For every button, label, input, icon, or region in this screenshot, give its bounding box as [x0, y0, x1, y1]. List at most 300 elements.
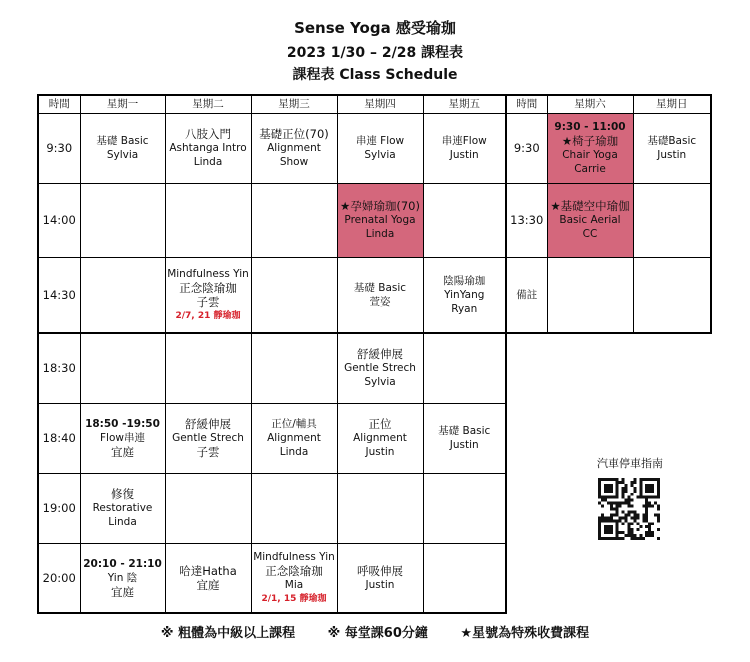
- class-name-en: Chair Yoga: [562, 149, 618, 161]
- qr-module: [625, 487, 628, 490]
- qr-module: [633, 519, 636, 522]
- qr-module: [616, 502, 619, 505]
- qr-module: [639, 490, 642, 493]
- qr-module: [630, 528, 633, 531]
- qr-module: [604, 525, 607, 528]
- qr-module: [657, 481, 660, 484]
- class-name: 基礎Basic: [647, 135, 697, 147]
- class-cell: [165, 403, 251, 473]
- qr-module: [619, 502, 622, 505]
- qr-module: [604, 499, 607, 502]
- header-fri: 星期五: [423, 95, 506, 113]
- qr-module: [657, 505, 660, 508]
- qr-module: [601, 505, 604, 508]
- qr-module: [636, 528, 639, 531]
- teacher-name: 子雲: [196, 294, 220, 309]
- qr-module: [628, 522, 631, 525]
- class-name: ★基礎空中瑜伽: [550, 199, 630, 213]
- qr-module: [598, 519, 601, 522]
- time-cell: 19:00: [38, 473, 80, 543]
- qr-module: [610, 516, 613, 519]
- qr-module: [619, 516, 622, 519]
- qr-module: [610, 508, 613, 511]
- time-cell: 20:00: [38, 543, 80, 613]
- qr-module: [648, 496, 651, 499]
- empty-cell: [423, 333, 506, 403]
- qr-module: [630, 505, 633, 508]
- qr-module: [598, 528, 601, 531]
- qr-module: [645, 519, 648, 522]
- qr-module: [648, 534, 651, 537]
- qr-module: [619, 505, 622, 508]
- class-name: Flow串連: [100, 432, 145, 444]
- qr-module: [633, 490, 636, 493]
- qr-module: [619, 519, 622, 522]
- qr-module: [616, 490, 619, 493]
- class-time: 18:50 -19:50: [85, 418, 160, 430]
- qr-module: [648, 525, 651, 528]
- qr-module: [657, 537, 660, 540]
- qr-module: [648, 478, 651, 481]
- weekday-schedule-table: [37, 94, 507, 614]
- qr-module: [633, 487, 636, 490]
- qr-module: [657, 490, 660, 493]
- qr-module: [630, 537, 633, 540]
- qr-module: [651, 522, 654, 525]
- qr-module: [645, 487, 648, 490]
- qr-module: [628, 534, 631, 537]
- notes-cell: [633, 257, 711, 333]
- teacher-name: Justin: [657, 149, 687, 161]
- qr-module: [598, 525, 601, 528]
- qr-module: [610, 531, 613, 534]
- qr-module: [610, 513, 613, 516]
- qr-module: [648, 487, 651, 490]
- teacher-name: Mia: [284, 578, 304, 591]
- class-cell: [80, 113, 165, 183]
- parking-qr-code[interactable]: [598, 478, 660, 540]
- class-cell: [337, 543, 423, 613]
- class-name: Yin 陰: [107, 571, 138, 584]
- class-cell: [80, 403, 165, 473]
- qr-module: [625, 519, 628, 522]
- qr-module: [645, 505, 648, 508]
- qr-module: [625, 502, 628, 505]
- qr-module: [616, 493, 619, 496]
- qr-module: [636, 513, 639, 516]
- qr-module: [633, 510, 636, 513]
- class-name-en: YinYang: [444, 288, 485, 301]
- qr-module: [622, 493, 625, 496]
- qr-module: [610, 496, 613, 499]
- qr-module: [633, 537, 636, 540]
- qr-module: [607, 537, 610, 540]
- qr-module: [657, 493, 660, 496]
- empty-cell: [165, 333, 251, 403]
- qr-module: [648, 522, 651, 525]
- qr-module: [625, 484, 628, 487]
- qr-module: [601, 513, 604, 516]
- qr-module: [648, 490, 651, 493]
- qr-module: [648, 531, 651, 534]
- qr-module: [601, 478, 604, 481]
- class-cell-special: [337, 183, 423, 257]
- qr-module: [654, 502, 657, 505]
- qr-module: [625, 499, 628, 502]
- qr-module: [628, 531, 631, 534]
- time-cell: 13:30: [506, 183, 547, 257]
- qr-module: [625, 516, 628, 519]
- time-cell: 18:40: [38, 403, 80, 473]
- qr-module: [654, 496, 657, 499]
- class-name-en: Alignment: [353, 432, 407, 444]
- qr-module: [630, 522, 633, 525]
- class-name: 串連Flow: [441, 135, 487, 147]
- qr-module: [657, 519, 660, 522]
- qr-module: [607, 490, 610, 493]
- qr-module: [645, 490, 648, 493]
- header-row: [38, 95, 506, 113]
- class-cell: [80, 473, 165, 543]
- qr-module: [657, 508, 660, 511]
- time-cell: 9:30: [38, 113, 80, 183]
- empty-cell: [165, 183, 251, 257]
- class-name: 串連 Flow: [355, 135, 405, 147]
- class-name-en: Mindfulness Yin: [167, 267, 249, 280]
- qr-module: [622, 522, 625, 525]
- qr-module: [645, 478, 648, 481]
- class-name: 八肢入門: [185, 127, 231, 141]
- teacher-name: CC: [582, 228, 598, 240]
- note-class-duration: ※ 每堂課60分鐘: [327, 626, 428, 641]
- qr-module: [613, 502, 616, 505]
- qr-module: [607, 525, 610, 528]
- qr-module: [610, 537, 613, 540]
- teacher-name: Show: [279, 156, 309, 168]
- qr-module: [619, 481, 622, 484]
- class-cell: [337, 113, 423, 183]
- qr-module: [598, 502, 601, 505]
- table-row: [506, 183, 711, 257]
- table-row: [38, 183, 506, 257]
- class-cell: [251, 113, 337, 183]
- qr-module: [651, 490, 654, 493]
- qr-module: [625, 534, 628, 537]
- empty-cell: [251, 473, 337, 543]
- class-time: 20:10 - 21:10: [83, 557, 162, 570]
- qr-module: [628, 499, 631, 502]
- qr-module: [622, 496, 625, 499]
- qr-module: [651, 487, 654, 490]
- qr-module: [613, 537, 616, 540]
- qr-module: [622, 487, 625, 490]
- qr-module: [642, 505, 645, 508]
- qr-module: [610, 502, 613, 505]
- class-name: 正念陰瑜珈: [179, 280, 237, 295]
- qr-module: [639, 525, 642, 528]
- qr-module: [657, 487, 660, 490]
- qr-module: [651, 505, 654, 508]
- qr-module: [616, 481, 619, 484]
- qr-module: [645, 513, 648, 516]
- teacher-name: Justin: [365, 578, 395, 591]
- class-name: 基礎 Basic: [96, 135, 149, 147]
- qr-module: [630, 534, 633, 537]
- qr-module: [639, 484, 642, 487]
- qr-module: [645, 499, 648, 502]
- empty-cell: [80, 333, 165, 403]
- header-wed: 星期三: [251, 95, 337, 113]
- qr-module: [610, 487, 613, 490]
- time-cell: 18:30: [38, 333, 80, 403]
- class-name-en: Basic Aerial: [559, 214, 621, 226]
- qr-module: [628, 502, 631, 505]
- table-row: [38, 543, 506, 613]
- qr-module: [604, 516, 607, 519]
- qr-module: [657, 528, 660, 531]
- teacher-name: 萱姿: [369, 295, 391, 308]
- qr-module: [610, 528, 613, 531]
- qr-module: [654, 478, 657, 481]
- qr-module: [601, 499, 604, 502]
- qr-module: [633, 478, 636, 481]
- qr-module: [622, 516, 625, 519]
- qr-module: [616, 531, 619, 534]
- qr-module: [622, 481, 625, 484]
- header-sun: 星期日: [633, 95, 711, 113]
- qr-module: [657, 516, 660, 519]
- qr-module: [613, 496, 616, 499]
- qr-module: [630, 481, 633, 484]
- qr-module: [598, 537, 601, 540]
- qr-module: [636, 522, 639, 525]
- header-time: 時間: [38, 95, 80, 113]
- empty-cell: [423, 183, 506, 257]
- qr-module: [651, 534, 654, 537]
- qr-module: [657, 496, 660, 499]
- table-row: [506, 257, 711, 333]
- qr-module: [604, 531, 607, 534]
- qr-module: [610, 490, 613, 493]
- empty-cell: [251, 257, 337, 333]
- qr-module: [622, 490, 625, 493]
- class-cell: [165, 113, 251, 183]
- qr-module: [607, 516, 610, 519]
- class-name-en: Gentle Strech: [172, 432, 244, 444]
- qr-module: [607, 487, 610, 490]
- class-cell: [337, 403, 423, 473]
- qr-module: [657, 484, 660, 487]
- time-cell: 14:30: [38, 257, 80, 333]
- qr-module: [657, 513, 660, 516]
- qr-module: [616, 487, 619, 490]
- class-note: 2/1, 15 靜瑜珈: [261, 593, 327, 604]
- qr-module: [645, 496, 648, 499]
- qr-module: [607, 478, 610, 481]
- class-cell-special: [547, 113, 633, 183]
- qr-module: [607, 484, 610, 487]
- qr-module: [613, 478, 616, 481]
- qr-module: [604, 537, 607, 540]
- qr-module: [616, 496, 619, 499]
- class-name: 正位: [368, 417, 392, 431]
- qr-module: [622, 510, 625, 513]
- qr-module: [636, 496, 639, 499]
- qr-module: [639, 534, 642, 537]
- qr-module: [604, 496, 607, 499]
- header-row: [506, 95, 711, 113]
- qr-module: [598, 522, 601, 525]
- qr-module: [616, 528, 619, 531]
- qr-module: [619, 537, 622, 540]
- qr-module: [610, 505, 613, 508]
- qr-module: [616, 537, 619, 540]
- qr-module: [622, 537, 625, 540]
- empty-cell: [423, 473, 506, 543]
- qr-module: [645, 508, 648, 511]
- qr-module: [622, 531, 625, 534]
- teacher-name: 子雲: [196, 445, 220, 459]
- class-cell: [423, 257, 506, 333]
- qr-module: [639, 537, 642, 540]
- qr-module: [613, 513, 616, 516]
- qr-module: [601, 496, 604, 499]
- schedule-subtitle: 課程表 Class Schedule: [292, 67, 458, 83]
- class-name-en: Alignment: [267, 432, 321, 444]
- qr-module: [622, 502, 625, 505]
- qr-module: [633, 513, 636, 516]
- teacher-name: Sylvia: [106, 149, 139, 161]
- empty-cell: [80, 257, 165, 333]
- qr-module: [604, 484, 607, 487]
- header-thu: 星期四: [337, 95, 423, 113]
- header-sat: 星期六: [547, 95, 633, 113]
- class-name: 修復: [111, 487, 134, 501]
- teacher-name: 宜庭: [111, 584, 134, 599]
- qr-module: [613, 508, 616, 511]
- qr-module: [607, 528, 610, 531]
- qr-module: [610, 478, 613, 481]
- qr-module: [630, 493, 633, 496]
- qr-module: [645, 502, 648, 505]
- qr-module: [616, 508, 619, 511]
- qr-module: [616, 510, 619, 513]
- qr-module: [625, 513, 628, 516]
- qr-module: [610, 519, 613, 522]
- empty-cell: [80, 183, 165, 257]
- teacher-name: Justin: [449, 439, 479, 451]
- class-cell: [251, 403, 337, 473]
- qr-module: [636, 537, 639, 540]
- class-name-en: Prenatal Yoga: [344, 214, 416, 226]
- header-tue: 星期二: [165, 95, 251, 113]
- qr-module: [648, 528, 651, 531]
- qr-module: [598, 534, 601, 537]
- class-cell: [423, 113, 506, 183]
- qr-module: [651, 478, 654, 481]
- qr-module: [628, 525, 631, 528]
- qr-module: [598, 481, 601, 484]
- notes-cell: [547, 257, 633, 333]
- table-row: [506, 113, 711, 183]
- class-name: ★孕婦瑜珈(70): [340, 199, 420, 213]
- qr-module: [604, 487, 607, 490]
- qr-module: [645, 516, 648, 519]
- qr-module: [622, 478, 625, 481]
- teacher-name: Sylvia: [364, 149, 396, 161]
- weekend-schedule-table: [505, 94, 712, 334]
- class-name-en: Gentle Strech: [344, 362, 416, 375]
- qr-module: [651, 496, 654, 499]
- footer-notes: [0, 622, 750, 641]
- qr-module: [607, 496, 610, 499]
- qr-module: [607, 519, 610, 522]
- qr-module: [604, 528, 607, 531]
- qr-module: [616, 522, 619, 525]
- qr-module: [625, 490, 628, 493]
- qr-module: [601, 519, 604, 522]
- class-cell-special: [547, 183, 633, 257]
- table-row: [38, 333, 506, 403]
- qr-module: [604, 519, 607, 522]
- class-name: 陰陽瑜珈: [443, 274, 486, 287]
- qr-module: [648, 484, 651, 487]
- class-cell: [165, 257, 251, 333]
- empty-cell: [633, 183, 711, 257]
- qr-module: [616, 525, 619, 528]
- class-name: 呼吸伸展: [357, 563, 403, 578]
- qr-module: [628, 528, 631, 531]
- qr-module: [639, 496, 642, 499]
- class-cell: [80, 543, 165, 613]
- qr-module: [642, 519, 645, 522]
- qr-module: [642, 537, 645, 540]
- qr-module: [645, 534, 648, 537]
- class-cell: [251, 543, 337, 613]
- qr-module: [630, 516, 633, 519]
- qr-module: [639, 478, 642, 481]
- teacher-name: Ryan: [451, 302, 478, 315]
- teacher-name: 宜庭: [196, 577, 220, 592]
- class-cell: [633, 113, 711, 183]
- class-name: ★椅子瑜珈: [561, 134, 619, 148]
- page-title: Sense Yoga 感受瑜珈: [294, 19, 456, 37]
- qr-module: [645, 510, 648, 513]
- class-name: 舒緩伸展: [357, 347, 403, 362]
- class-name-en: Mindfulness Yin: [253, 550, 335, 563]
- table-row: [38, 473, 506, 543]
- qr-module: [633, 516, 636, 519]
- qr-module: [645, 484, 648, 487]
- qr-module: [619, 531, 622, 534]
- qr-module: [639, 493, 642, 496]
- qr-module: [598, 490, 601, 493]
- qr-module: [628, 496, 631, 499]
- qr-module: [616, 484, 619, 487]
- qr-module: [642, 496, 645, 499]
- class-name: 正位/輔具: [271, 418, 317, 430]
- class-name: 基礎 Basic: [438, 425, 491, 437]
- empty-cell: [251, 183, 337, 257]
- qr-module: [642, 516, 645, 519]
- empty-cell: [165, 473, 251, 543]
- teacher-name: Sylvia: [364, 376, 396, 389]
- qr-module: [616, 513, 619, 516]
- qr-module: [645, 531, 648, 534]
- qr-module: [630, 484, 633, 487]
- qr-module: [598, 484, 601, 487]
- qr-module: [604, 490, 607, 493]
